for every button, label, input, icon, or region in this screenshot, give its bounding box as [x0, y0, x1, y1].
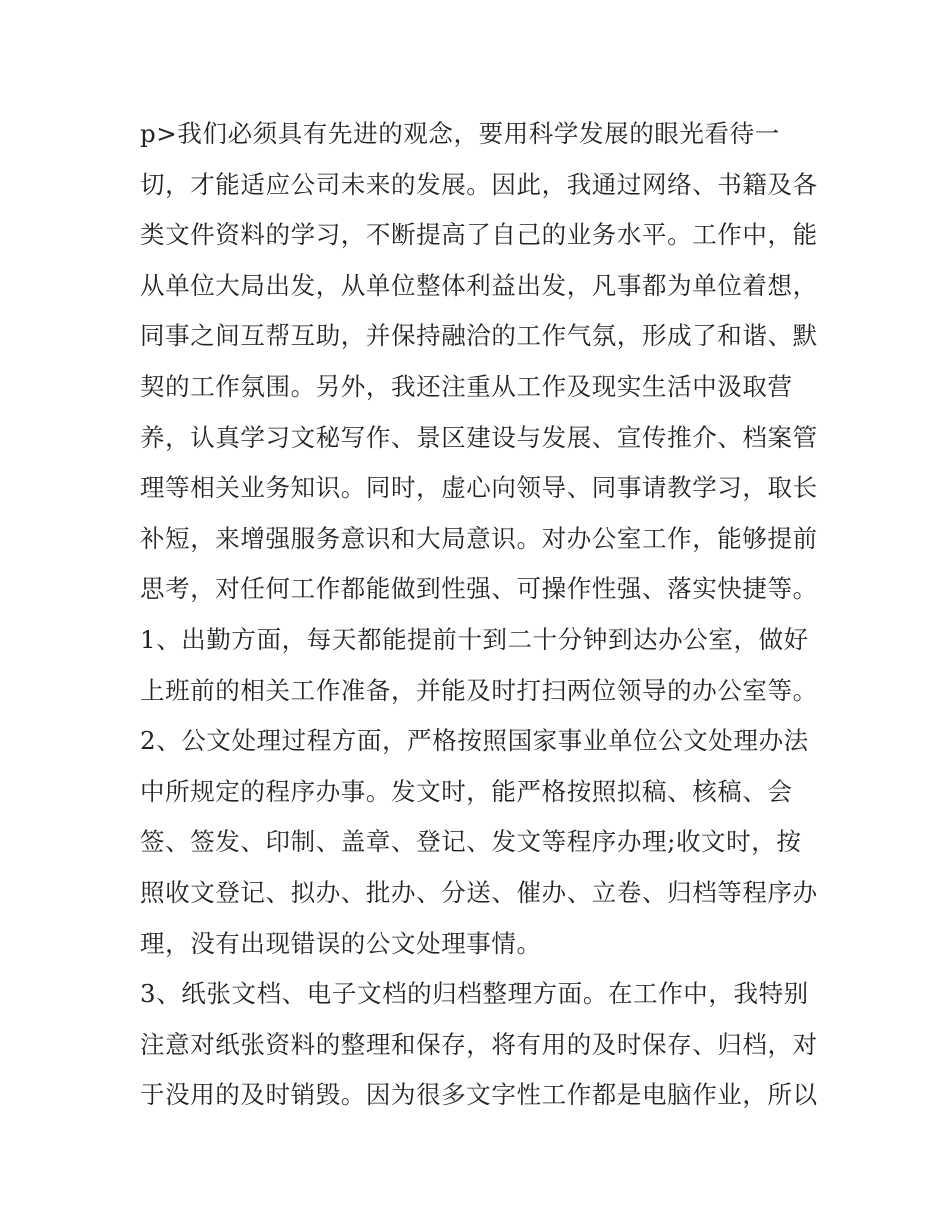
text-line: 思考，对任何工作都能做到性强、可操作性强、落实快捷等。	[140, 574, 818, 604]
text-line: 注意对纸张资料的整理和保存，将有用的及时保存、归档，对	[140, 1029, 818, 1059]
text-line: 从单位大局出发，从单位整体利益出发，凡事都为单位着想，	[140, 270, 818, 300]
text-line: 同事之间互帮互助，并保持融洽的工作气氛，形成了和谐、默	[140, 321, 818, 351]
text-line: 上班前的相关工作准备，并能及时打扫两位领导的办公室等。	[140, 675, 818, 705]
text-line: 养，认真学习文秘写作、景区建设与发展、宣传推介、档案管	[140, 422, 818, 452]
text-line: 照收文登记、拟办、批办、分送、催办、立卷、归档等程序办	[140, 877, 818, 907]
text-line: 理，没有出现错误的公文处理事情。	[140, 928, 542, 958]
text-line: 于没用的及时销毁。因为很多文字性工作都是电脑作业，所以	[140, 1080, 818, 1110]
text-line: 中所规定的程序办事。发文时，能严格按照拟稿、核稿、会	[140, 776, 793, 806]
body-text	[140, 109, 830, 1121]
text-line: 契的工作氛围。另外，我还注重从工作及现实生活中汲取营	[140, 371, 793, 401]
text-line: 补短，来增强服务意识和大局意识。对办公室工作，能够提前	[140, 523, 818, 553]
text-line: p>我们必须具有先进的观念，要用科学发展的眼光看待一	[140, 119, 780, 148]
text-line: 切，才能适应公司未来的发展。因此，我通过网络、书籍及各	[140, 169, 818, 199]
text-line: 理等相关业务知识。同时，虚心向领导、同事请教学习，取长	[140, 473, 818, 503]
text-line: 类文件资料的学习，不断提高了自己的业务水平。工作中，能	[140, 220, 818, 250]
text-line: 2、公文处理过程方面，严格按照国家事业单位公文处理办法	[140, 726, 809, 756]
text-line: 签、签发、印制、盖章、登记、发文等程序办理;收文时，按	[140, 827, 802, 857]
text-line: 1、出勤方面，每天都能提前十到二十分钟到达办公室，做好	[140, 624, 809, 654]
text-line: 3、纸张文档、电子文档的归档整理方面。在工作中，我特别	[140, 979, 809, 1009]
